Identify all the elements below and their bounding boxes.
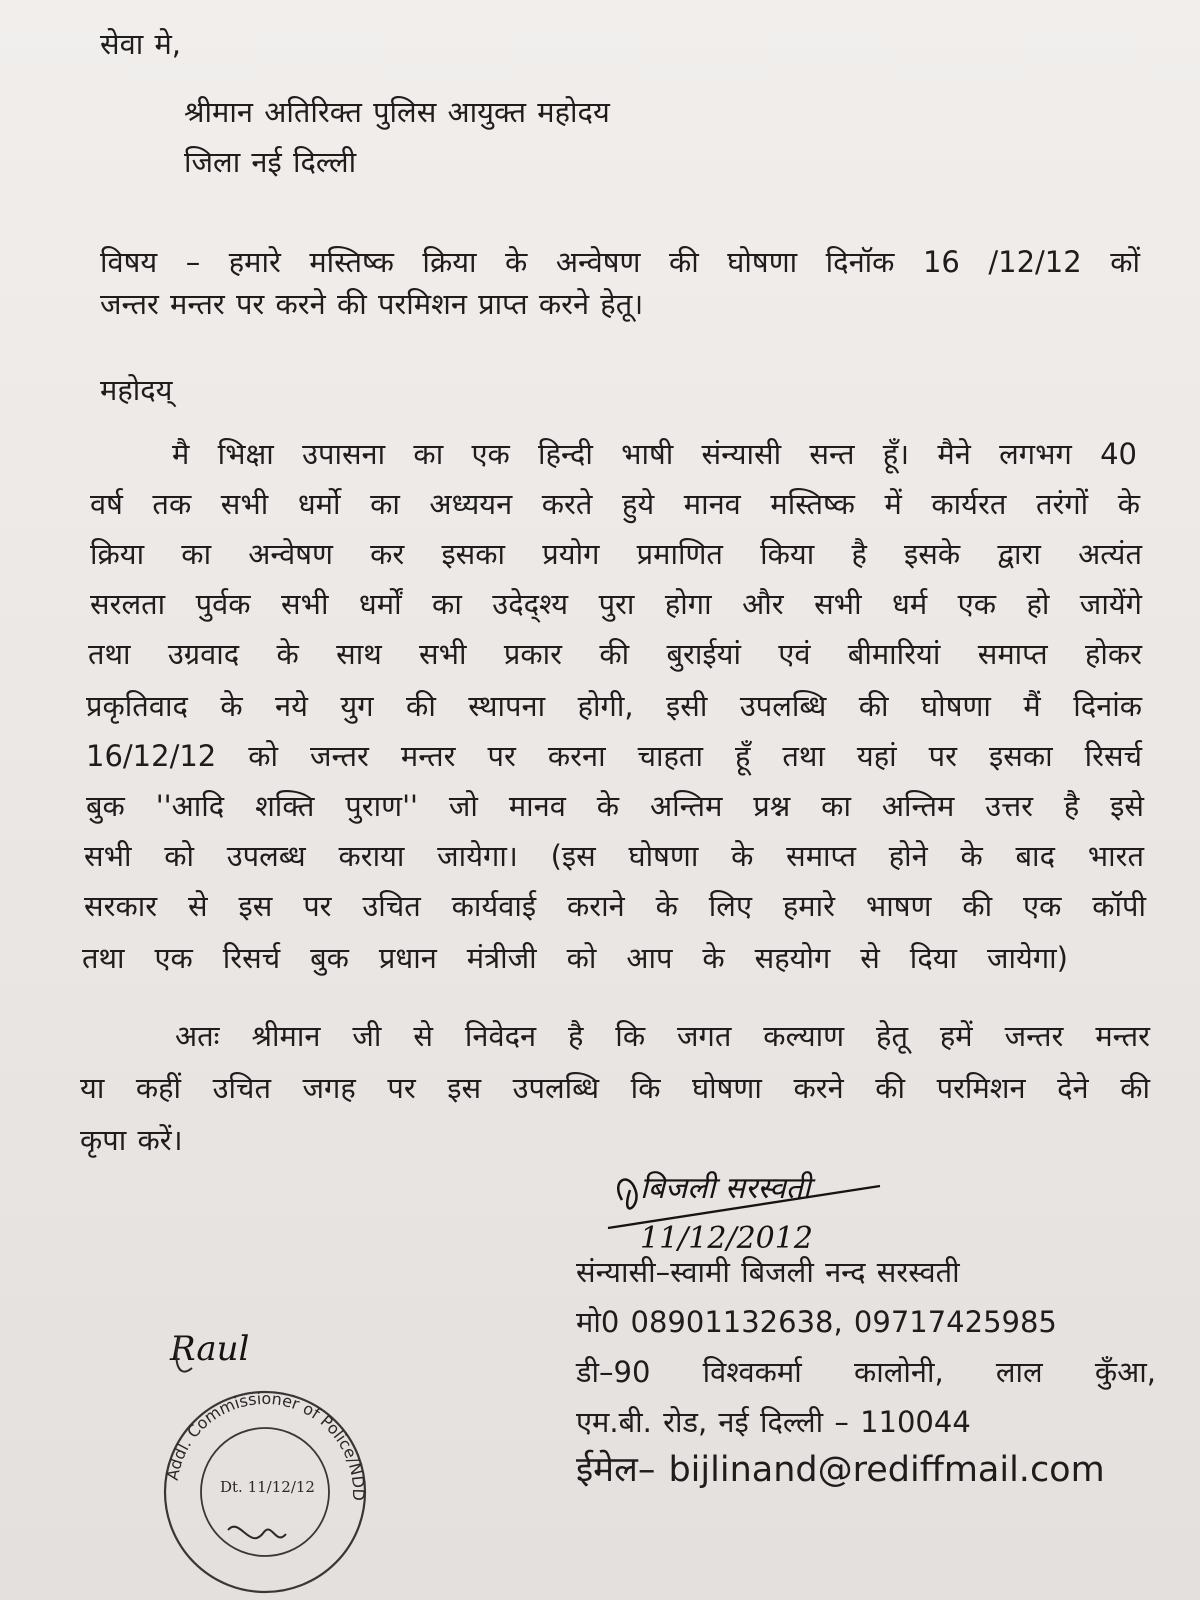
signature-name: बिजली सरस्वती: [640, 1171, 811, 1206]
request-line: कृपा करें।: [80, 1123, 183, 1157]
sender-phone: मो0 08901132638, 09717425985: [576, 1305, 1057, 1339]
stamp-ring-text-path: Addl. Commissioner of Police/NDD: [162, 1388, 369, 1502]
handwritten-signature: [600, 1150, 900, 1260]
official-stamp: [150, 1320, 380, 1600]
body-line: 16/12/12 को जन्तर मन्तर पर करना चाहता हूँ तथा यहां पर इसका रिसर्च: [86, 739, 1142, 773]
recipient-district: जिला नई दिल्ली: [184, 145, 357, 179]
greeting: महोदय्: [100, 373, 173, 407]
body-line: मै भिक्षा उपासना का एक हिन्दी भाषी संन्यासी सन्त हूँ। मैने लगभग 40: [172, 437, 1137, 471]
body-line: प्रकृतिवाद के नये युग की स्थापना होगी, इसी उपलब्धि की घोषणा मैं दिनांक: [86, 689, 1142, 723]
stamp-date: Dt. 11/12/12: [220, 1478, 315, 1496]
body-line: बुक ''आदि शक्ति पुराण'' जो मानव के अन्तिम प्रश्न का अन्तिम उत्तर है इसे: [86, 789, 1144, 823]
body-line: वर्ष तक सभी धर्मो का अध्ययन करते हुये मानव मस्तिष्क में कार्यरत तरंगों के: [90, 487, 1140, 521]
request-line: अतः श्रीमान जी से निवेदन है कि जगत कल्याण हेतू हमें जन्तर मन्तर: [175, 1019, 1150, 1053]
body-line: सरकार से इस पर उचित कार्यवाई कराने के लिए हमारे भाषण की एक कॉपी: [84, 889, 1146, 923]
body-line: सरलता पुर्वक सभी धर्मों का उदेद्श्य पुरा होगा और सभी धर्म एक हो जायेंगे: [90, 587, 1142, 621]
body-line: क्रिया का अन्वेषण कर इसका प्रयोग प्रमाणित किया है इसके द्वारा अत्यंत: [90, 537, 1142, 571]
sender-name: संन्यासी–स्वामी बिजली नन्द सरस्वती: [576, 1255, 960, 1289]
sender-address-line-2: एम.बी. रोड, नई दिल्ली – 110044: [576, 1405, 971, 1439]
recipient-title: श्रीमान अतिरिक्त पुलिस आयुक्त महोदय: [184, 95, 610, 129]
request-line: या कहीं उचित जगह पर इस उपलब्धि कि घोषणा करने की परमिशन देने की: [80, 1071, 1150, 1105]
sender-email: ईमेल– bijlinand@rediffmail.com: [576, 1450, 1105, 1490]
subject-line-2: जन्तर मन्तर पर करने की परमिशन प्राप्त करने हेतू।: [100, 287, 644, 321]
subject-line-1: विषय – हमारे मस्तिष्क क्रिया के अन्वेषण की घोषणा दिनॉक 16 /12/12 कों: [100, 245, 1140, 279]
body-line: तथा एक रिसर्च बुक प्रधान मंत्रीजी को आप के सहयोग से दिया जायेगा): [82, 941, 1068, 975]
body-line: सभी को उपलब्ध कराया जायेगा। (इस घोषणा के समाप्त होने के बाद भारत: [84, 839, 1144, 873]
body-line: तथा उग्रवाद के साथ सभी प्रकार की बुराईयां एवं बीमारियां समाप्त होकर: [88, 637, 1142, 671]
sender-address-line-1: डी–90 विश्वकर्मा कालोनी, लाल कुँआ,: [576, 1355, 1156, 1389]
stamp-initials: Raul: [170, 1329, 250, 1369]
signature-date: 11/12/2012: [640, 1221, 813, 1256]
salutation-to: सेवा मे,: [100, 27, 182, 61]
